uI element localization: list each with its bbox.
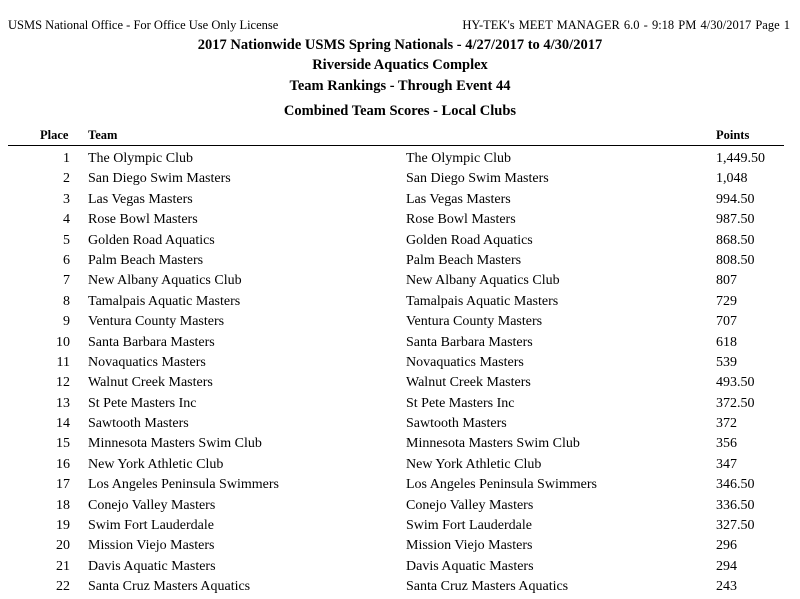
table-row xyxy=(0,456,800,476)
place-cell: 10 xyxy=(56,334,70,350)
section-title: Combined Team Scores - Local Clubs xyxy=(283,103,517,119)
team-cell: New Albany Aquatics Club xyxy=(88,273,242,289)
place-cell: 13 xyxy=(56,395,70,411)
table-row xyxy=(0,415,800,435)
points-cell: 539 xyxy=(716,354,737,370)
place-cell: 9 xyxy=(63,314,70,330)
column-header-place: Place xyxy=(40,128,69,142)
points-cell: 243 xyxy=(716,579,737,595)
points-cell: 336.50 xyxy=(716,497,755,513)
table-row xyxy=(0,537,800,557)
team-full-cell: Sawtooth Masters xyxy=(406,416,507,432)
place-cell: 12 xyxy=(56,375,70,391)
team-cell: Conejo Valley Masters xyxy=(88,497,216,513)
place-cell: 11 xyxy=(56,354,70,370)
team-cell: Rose Bowl Masters xyxy=(88,212,198,228)
team-full-cell: Mission Viejo Masters xyxy=(406,538,533,554)
place-cell: 21 xyxy=(56,558,70,574)
team-cell: St Pete Masters Inc xyxy=(88,395,197,411)
team-full-cell: Walnut Creek Masters xyxy=(406,375,531,391)
table-row xyxy=(0,517,800,537)
place-cell: 17 xyxy=(56,477,70,493)
team-cell: Minnesota Masters Swim Club xyxy=(88,436,262,452)
team-full-cell: Las Vegas Masters xyxy=(406,191,511,207)
points-cell: 372.50 xyxy=(716,395,755,411)
team-cell: Sawtooth Masters xyxy=(88,416,189,432)
points-cell: 994.50 xyxy=(716,191,755,207)
team-full-cell: The Olympic Club xyxy=(406,151,511,166)
column-header-points: Points xyxy=(716,128,750,142)
points-cell: 356 xyxy=(716,436,737,452)
place-cell: 15 xyxy=(56,436,70,452)
table-row xyxy=(0,232,800,252)
team-full-cell: Santa Cruz Masters Aquatics xyxy=(406,579,569,595)
team-full-cell: New Albany Aquatics Club xyxy=(406,273,560,289)
team-cell: Palm Beach Masters xyxy=(88,252,204,268)
place-cell: 4 xyxy=(63,212,70,228)
meet-title: 2017 Nationwide USMS Spring Nationals - 4/27/2017 to 4/30/2017 xyxy=(197,37,603,53)
points-cell: 808.50 xyxy=(716,252,755,268)
points-cell: 729 xyxy=(716,293,737,309)
team-cell: Ventura County Masters xyxy=(88,314,225,330)
points-cell: 1,048 xyxy=(716,171,748,187)
points-cell: 618 xyxy=(716,334,737,350)
team-full-cell: Ventura County Masters xyxy=(406,314,543,330)
team-cell: Los Angeles Peninsula Swimmers xyxy=(88,477,279,493)
column-header-team: Team xyxy=(88,128,118,142)
team-cell: Davis Aquatic Masters xyxy=(88,558,216,574)
place-cell: 20 xyxy=(56,538,70,554)
points-cell: 294 xyxy=(716,558,737,574)
team-full-cell: Santa Barbara Masters xyxy=(406,334,533,350)
table-row xyxy=(0,395,800,415)
report-title: Team Rankings - Through Event 44 xyxy=(289,78,511,94)
table-row xyxy=(0,313,800,333)
points-cell: 868.50 xyxy=(716,232,755,248)
place-cell: 1 xyxy=(63,151,70,166)
team-cell: Santa Cruz Masters Aquatics xyxy=(88,579,251,595)
team-full-cell: San Diego Swim Masters xyxy=(406,171,549,187)
place-cell: 16 xyxy=(56,456,70,472)
team-full-cell: Tamalpais Aquatic Masters xyxy=(406,293,559,309)
team-cell: Santa Barbara Masters xyxy=(88,334,215,350)
rankings-table xyxy=(0,150,800,599)
team-full-cell: Rose Bowl Masters xyxy=(406,212,516,228)
points-cell: 493.50 xyxy=(716,375,755,391)
points-cell: 1,449.50 xyxy=(716,151,765,166)
table-row xyxy=(0,334,800,354)
venue-title: Riverside Aquatics Complex xyxy=(312,57,488,73)
table-row xyxy=(0,497,800,517)
place-cell: 14 xyxy=(56,416,70,432)
points-cell: 807 xyxy=(716,273,737,289)
points-cell: 327.50 xyxy=(716,518,755,534)
team-full-cell: Palm Beach Masters xyxy=(406,252,522,268)
place-cell: 7 xyxy=(63,273,70,289)
team-full-cell: Los Angeles Peninsula Swimmers xyxy=(406,477,597,493)
table-row xyxy=(0,191,800,211)
team-full-cell: Davis Aquatic Masters xyxy=(406,558,534,574)
team-full-cell: Golden Road Aquatics xyxy=(406,232,533,248)
team-cell: Golden Road Aquatics xyxy=(88,232,215,248)
points-cell: 296 xyxy=(716,538,737,554)
points-cell: 707 xyxy=(716,314,737,330)
table-row xyxy=(0,211,800,231)
table-row xyxy=(0,272,800,292)
table-row xyxy=(0,170,800,190)
team-cell: New York Athletic Club xyxy=(88,456,224,472)
team-cell: Mission Viejo Masters xyxy=(88,538,215,554)
table-row xyxy=(0,435,800,455)
table-row xyxy=(0,578,800,598)
table-row xyxy=(0,476,800,496)
place-cell: 18 xyxy=(56,497,70,513)
place-cell: 2 xyxy=(63,171,70,187)
team-cell: Las Vegas Masters xyxy=(88,191,193,207)
team-cell: The Olympic Club xyxy=(88,151,193,166)
team-cell: San Diego Swim Masters xyxy=(88,171,231,187)
place-cell: 22 xyxy=(56,579,70,595)
license-header: USMS National Office - For Office Use Only License xyxy=(8,18,279,32)
place-cell: 19 xyxy=(56,518,70,534)
table-row xyxy=(0,354,800,374)
team-cell: Swim Fort Lauderdale xyxy=(88,518,214,534)
points-cell: 372 xyxy=(716,416,737,432)
table-row xyxy=(0,252,800,272)
place-cell: 5 xyxy=(63,232,70,248)
points-cell: 347 xyxy=(716,456,737,472)
team-cell: Tamalpais Aquatic Masters xyxy=(88,293,241,309)
team-cell: Novaquatics Masters xyxy=(88,354,206,370)
table-row xyxy=(0,293,800,313)
software-header: HY-TEK's MEET MANAGER 6.0 - 9:18 PM 4/30/2017 Page 1 xyxy=(462,18,790,32)
team-full-cell: St Pete Masters Inc xyxy=(406,395,515,411)
table-row xyxy=(0,558,800,578)
points-cell: 987.50 xyxy=(716,212,755,228)
team-full-cell: Conejo Valley Masters xyxy=(406,497,534,513)
team-cell: Walnut Creek Masters xyxy=(88,375,213,391)
header-divider xyxy=(8,145,784,146)
table-row xyxy=(0,374,800,394)
place-cell: 6 xyxy=(63,252,70,268)
table-row xyxy=(0,150,800,170)
points-cell: 346.50 xyxy=(716,477,755,493)
team-full-cell: Minnesota Masters Swim Club xyxy=(406,436,580,452)
team-full-cell: Swim Fort Lauderdale xyxy=(406,518,532,534)
place-cell: 8 xyxy=(63,293,70,309)
place-cell: 3 xyxy=(63,191,70,207)
team-full-cell: New York Athletic Club xyxy=(406,456,542,472)
team-full-cell: Novaquatics Masters xyxy=(406,354,524,370)
